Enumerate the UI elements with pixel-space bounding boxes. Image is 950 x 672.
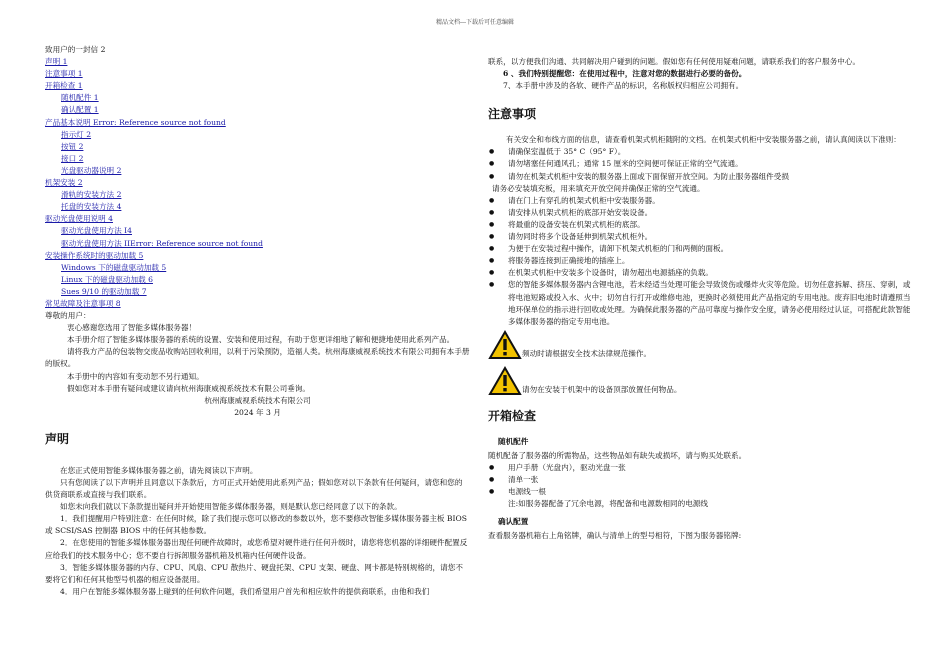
statement-paragraph: 在您正式使用智能多媒体服务器之前，请先阅读以下声明。 — [60, 465, 258, 475]
toc-link[interactable]: 接口 2 — [61, 153, 84, 163]
statement-item-7: 7、本手册中涉及的各软、硬件产品的标识，名称版权归相应公司拥有。 — [503, 81, 744, 91]
accessories-heading: 随机配件 — [498, 436, 529, 446]
notice-bullet: ● 请勿同时将多个设备延伸到机架式机柜外。 — [488, 231, 913, 243]
notice-bullet: ● 您的智能多媒体服务器内含锂电池，若未经适当处理可能会导致烫伤或爆炸火灾等危险。切勿任意拆解、挤压、穿刺，或将电池短路或投入水、火中；切勿自行打开或维修电池，更换时必须使用此产品指定的专用电池。废弃旧电池时请遵照当地环保单位的指示进行回收或处理。为确保此服务器的产品可靠度与操作安全度，请务必使用经过认证，可搭配此款智能多媒体服务器的指定专用电池。 — [488, 279, 913, 327]
notice-note: 请务必安装填充板，用来填充开放空间并确保正常的空气流通。 — [492, 183, 705, 193]
statement-paragraph: 1．我们提醒用户特别注意：在任何时候，除了我们提示您可以修改的参数以外，您不要修改智能多媒体服务器主板 BIOS 或 SCSI/SAS 控制器 BIOS 中的任何其他参数。 — [45, 514, 467, 536]
accessory-item: ● 用户手册（光盘内），驱动光盘一张 — [488, 462, 913, 474]
letter-date: 2024 年 3 月 — [234, 407, 281, 417]
warning-row — [488, 366, 913, 396]
letter-paragraph: 本手册介绍了智能多媒体服务器的系统的设置、安装和使用过程，有助于您更详细地了解和便捷地使用此系列产品。 — [67, 335, 455, 345]
toc-link[interactable]: Linux 下的磁盘驱动加载 6 — [61, 274, 153, 284]
notice-bullet: ● 请确保室温低于 35° C（95° F）。 — [488, 146, 913, 158]
toc-link[interactable]: 随机配件 1 — [61, 93, 99, 103]
config-heading: 确认配置 — [498, 517, 529, 527]
notice-bullet: ● 请勿在机架式机柜中安装的服务器上面或下面保留开放空间。为防止服务器组件受损 — [488, 171, 913, 183]
notice-intro: 有关安全和布线方面的信息，请查看机架式机柜随附的文档。在机架式机柜中安装服务器之前，请认真阅读以下准则： — [506, 135, 901, 145]
toc-entry: 致用户的一封信 2 — [45, 45, 106, 54]
toc-link[interactable]: 注意事项 1 — [45, 69, 83, 79]
notice-bullet: ● 在机架式机柜中安装多个设备时，请勿超出电源插座的负载。 — [488, 267, 913, 279]
notice-bullet: ● 将服务器连接到正确接地的插座上。 — [488, 255, 913, 267]
notice-bullet: ● 将最重的设备安装在机架式机柜的底部。 — [488, 219, 913, 231]
warning-icon — [488, 366, 522, 396]
config-text: 查看服务器机箱右上角铭牌，确认与清单上的型号相符，下图为服务器铭牌: — [488, 531, 742, 541]
toc-link[interactable]: 驱动光盘使用方法 IIError: Reference source not found — [61, 238, 263, 248]
toc-link[interactable]: 声明 1 — [45, 57, 68, 67]
letter-company: 杭州海康威视系统技术有限公司 — [204, 395, 311, 405]
toc-link[interactable]: 机架安装 2 — [45, 178, 83, 188]
toc-link[interactable]: Windows 下的磁盘驱动加载 5 — [61, 262, 167, 272]
toc-link[interactable]: 常见故障及注意事项 8 — [45, 298, 121, 308]
letter-greeting: 尊敬的用户： — [45, 311, 91, 321]
warning-icon — [488, 330, 522, 360]
letter-paragraph: 假如您对本手册有疑问或建议请向杭州海康威视系统技术有限公司垂询。 — [67, 383, 310, 393]
warning-text: 频动时请根据安全技术法律规范操作。 — [522, 348, 652, 358]
statement-paragraph: 3．智能多媒体服务器的内存、CPU、风扇、CPU 散热片、硬盘托架、CPU 支架、硬盘、网卡都是特别规格的，请您不要将它们和任何其他型号机器的相应设备混用。 — [45, 562, 463, 584]
warning-text: 请勿在安装于机架中的设备顶部放置任何物品。 — [522, 384, 682, 394]
statement-paragraph: 2．在您使用的智能多媒体服务器出现任何硬件故障时，或您希望对硬件进行任何升级时，请您将您机器的详细硬件配置反应给我们的技术服务中心；您不要自行拆卸服务器机箱及机箱内任何硬件设备。 — [45, 538, 468, 560]
accessory-note: 注:如服务器配备了冗余电源，将配备和电源数相同的电源线 — [508, 499, 708, 509]
statement-paragraph: 4．用户在智能多媒体服务器上碰到的任何软件问题，我们希望用户首先和相应软件的提供商联系，由他和我们 — [60, 586, 430, 596]
toc-link[interactable]: 驱动光盘使用方法 I4 — [61, 226, 132, 236]
toc-link[interactable]: Sues 9/10 的驱动加载 7 — [61, 286, 147, 296]
statement-item-6: 6 、我们特别提醒您：在使用过程中，注意对您的数据进行必要的备份。 — [503, 69, 747, 79]
toc-link[interactable]: 开箱检查 1 — [45, 81, 83, 91]
notice-bullet: ● 请勿堵塞任何通风孔；通常 15 厘米的空间便可保证正常的空气流通。 — [488, 158, 913, 170]
toc-link[interactable]: 产品基本说明 Error: Reference source not found — [45, 117, 226, 127]
statement-continuation: 联系，以方便我们沟通、共同解决用户碰到的问题。假如您有任何使用疑难问题，请联系我们的客户服务中心。 — [488, 57, 861, 66]
right-column — [488, 56, 913, 543]
toc-link[interactable]: 安装操作系统时的驱动加载 5 — [45, 250, 144, 260]
page-header: 精品文档---下载后可任意编辑 — [435, 19, 515, 26]
toc-link[interactable]: 托盘的安装方法 4 — [61, 202, 122, 212]
statement-paragraph: 如您未向我们就以下条款提出疑问并开始使用智能多媒体服务器，则是默认您已经同意了以下的条款。 — [60, 502, 402, 512]
letter-paragraph: 请将我方产品的包装物交废品收购站回收利用，以利于污染预防，造福人类。杭州海康威视系统技术有限公司拥有本手册的版权。 — [45, 347, 470, 369]
statement-paragraph: 只有您阅读了以下声明并且同意以下条款后，方可正式开始使用此系列产品；假如您对以下条款有任何疑问，请您和您的供货商联系或直接与我们联系。 — [45, 478, 463, 500]
left-column — [45, 44, 470, 598]
table-of-contents — [45, 44, 470, 310]
notice-bullet: ● 为便于在安装过程中操作，请卸下机架式机柜的门和两侧的面板。 — [488, 243, 913, 255]
notice-heading: 注意事项 — [488, 107, 537, 122]
accessory-item: ● 清单一张 — [488, 474, 913, 486]
statement-heading: 声明 — [45, 431, 70, 446]
letter-paragraph: 本手册中的内容如有变动恕不另行通知。 — [67, 371, 204, 381]
toc-link[interactable]: 确认配置 1 — [61, 105, 99, 115]
notice-bullet: ● 请在门上有穿孔的机架式机柜中安装服务器。 — [488, 195, 913, 207]
letter-paragraph: 衷心感谢您选用了智能多媒体服务器！ — [67, 323, 197, 333]
toc-link[interactable]: 指示灯 2 — [61, 129, 92, 139]
toc-link[interactable]: 驱动光盘使用说明 4 — [45, 214, 113, 224]
accessory-item: ● 电源线一根 — [488, 486, 913, 498]
toc-link[interactable]: 光盘驱动器说明 2 — [61, 165, 122, 175]
unbox-heading: 开箱检查 — [488, 408, 537, 423]
toc-link[interactable]: 滑轨的安装方法 2 — [61, 190, 122, 200]
notice-bullet: ● 请安排从机架式机柜的底部开始安装设备。 — [488, 207, 913, 219]
toc-link[interactable]: 按钮 2 — [61, 141, 84, 151]
warning-row — [488, 330, 913, 360]
accessories-intro: 随机配备了服务器的所需物品，这些物品如有缺失或损坏，请与购买处联系。 — [488, 450, 747, 460]
